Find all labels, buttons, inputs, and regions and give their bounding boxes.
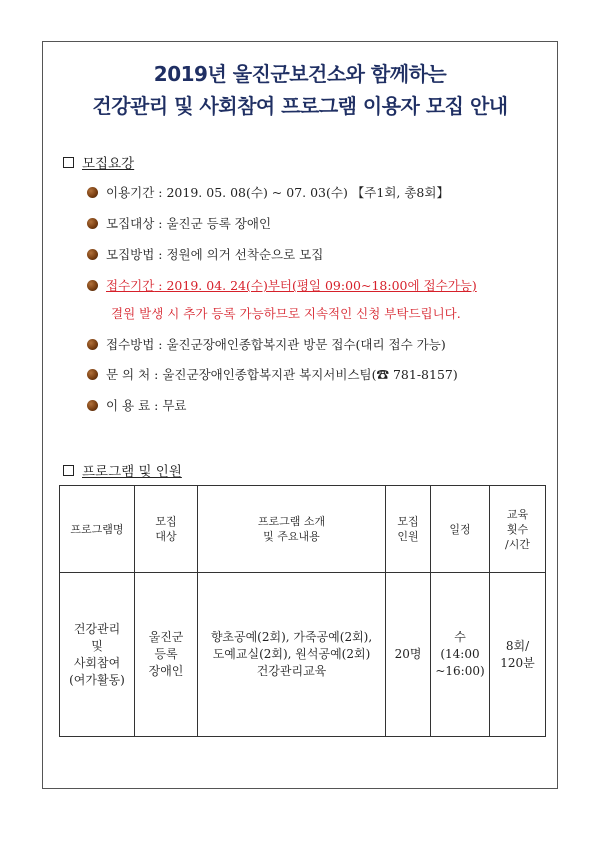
item-fee: 이 용 료 : 무료 [87, 396, 187, 414]
notice-frame [42, 41, 558, 789]
checkbox-square-icon [63, 465, 74, 476]
cell-sessions: 8회/ 120분 [490, 573, 546, 737]
title-line-1: 2019년 울진군보건소와 함께하는 [153, 62, 447, 86]
cell-program-name: 건강관리 및 사회참여 (여가활동) [60, 573, 135, 737]
bullet-icon [87, 369, 98, 380]
header-content: 프로그램 소개 및 주요내용 [198, 486, 386, 573]
cell-schedule: 수 (14:00 ~16:00) [431, 573, 490, 737]
section-recruitment-heading: 모집요강 [63, 152, 134, 172]
header-schedule: 일정 [431, 486, 490, 573]
table-row [60, 573, 546, 737]
item-target: 모집대상 : 울진군 등록 장애인 [87, 214, 271, 232]
item-period: 이용기간 : 2019. 05. 08(수) ~ 07. 03(수) 【주1회, 총8회】 [87, 183, 449, 201]
program-table [59, 485, 546, 737]
header-sessions: 교육 횟수 /시간 [490, 486, 546, 573]
item-method: 모집방법 : 정원에 의거 선착순으로 모집 [87, 245, 323, 263]
notice-title [43, 58, 557, 122]
vacancy-note: 결원 발생 시 추가 등록 가능하므로 지속적인 신청 부탁드립니다. [111, 306, 461, 321]
cell-target: 울진군 등록 장애인 [135, 573, 198, 737]
bullet-icon [87, 339, 98, 350]
table-header-row [60, 486, 546, 573]
bullet-icon [87, 187, 98, 198]
section-program-heading: 프로그램 및 인원 [63, 460, 182, 480]
bullet-icon [87, 400, 98, 411]
header-target: 모집 대상 [135, 486, 198, 573]
bullet-icon [87, 280, 98, 291]
item-contact: 문 의 처 : 울진군장애인종합복지관 복지서비스팀(☎ 781-8157) [87, 365, 458, 383]
cell-count: 20명 [386, 573, 431, 737]
header-program-name: 프로그램명 [60, 486, 135, 573]
item-application-method: 접수방법 : 울진군장애인종합복지관 방문 접수(대리 접수 가능) [87, 335, 446, 353]
title-line-2: 건강관리 및 사회참여 프로그램 이용자 모집 안내 [92, 94, 508, 118]
bullet-icon [87, 249, 98, 260]
item-application-period: 접수기간 : 2019. 04. 24(수)부터(평일 09:00~18:00에 접수가능) [87, 276, 477, 294]
checkbox-square-icon [63, 157, 74, 168]
cell-content: 향초공예(2회), 가죽공예(2회), 도예교실(2회), 원석공예(2회) 건강관리교육 [198, 573, 386, 737]
bullet-icon [87, 218, 98, 229]
header-count: 모집 인원 [386, 486, 431, 573]
